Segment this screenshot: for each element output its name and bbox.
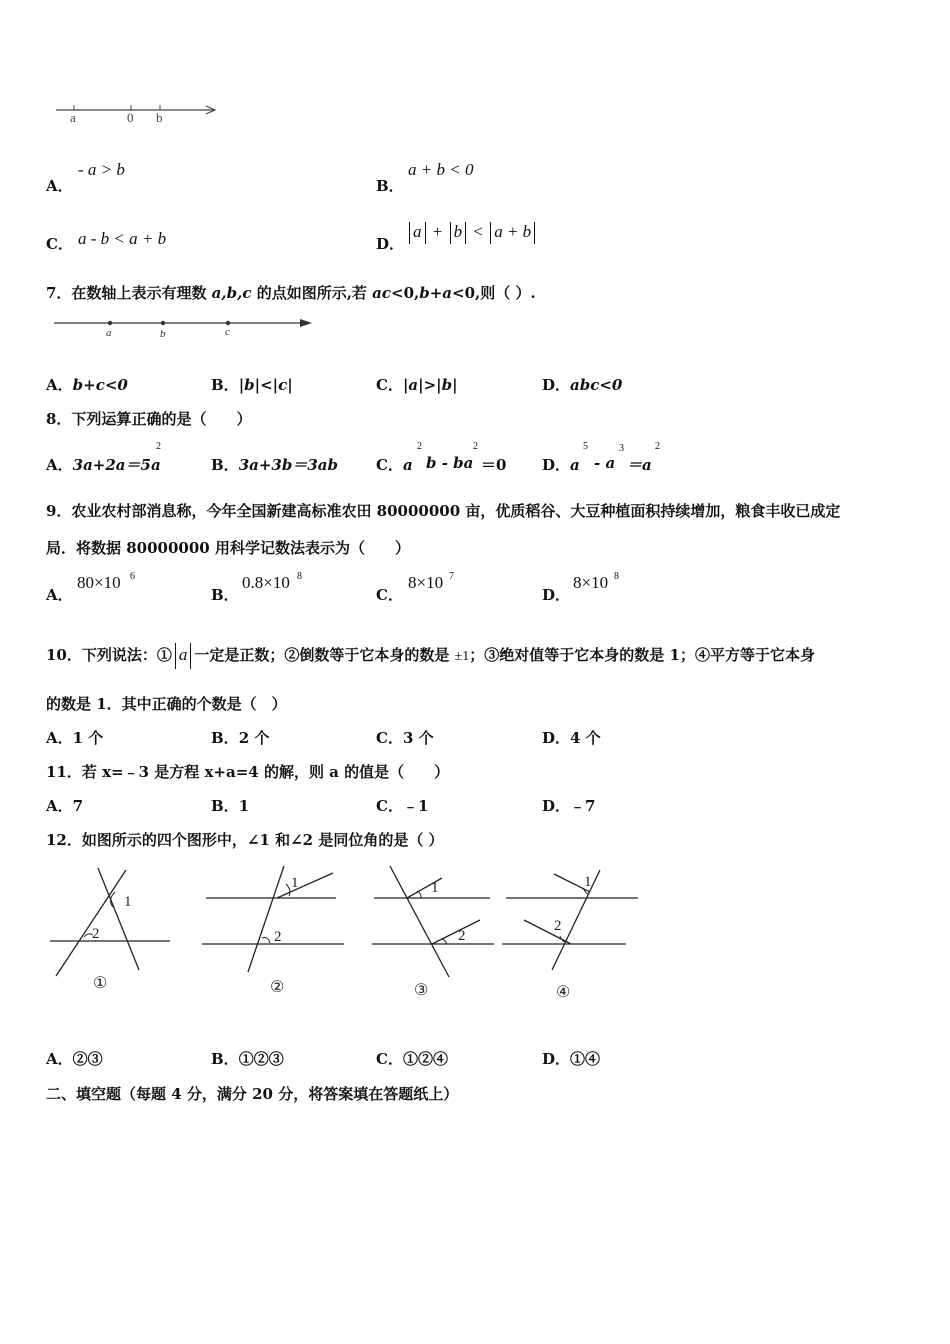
q12-fig1-angle1: 1 [124,894,132,910]
q7-option-d[interactable]: D．abc<0 [542,376,623,394]
q10-option-a[interactable]: A．1 个 [46,729,104,747]
q6-option-b[interactable] [376,175,404,196]
q6-option-d-expr [406,222,538,244]
q10-option-b[interactable]: B．2 个 [211,729,270,747]
q10-option-d[interactable]: D．4 个 [542,729,601,747]
q12-fig3-label: ③ [414,982,429,999]
q12-option-d[interactable]: D．①④ [542,1050,601,1068]
q9-option-c[interactable]: C． [376,586,403,604]
q12-option-c[interactable]: C．①②④ [376,1050,448,1068]
q8-d-sup3: 2 [655,441,660,452]
q8-d-part3: ＝a [627,456,652,474]
q7-nl-label-b: b [160,328,166,340]
q12-fig4-angle1: 1 [584,874,592,890]
q7-stem: 7．在数轴上表示有理数 a,b,c 的点如图所示,若 ac<0,b+a<0,则（ ）. [46,284,536,302]
q6-d-b: b [453,222,463,241]
q9-option-d[interactable]: D． [542,586,571,604]
q9-c-exp: 7 [449,571,454,582]
q12-figure-3 [370,862,500,1007]
q12-stem: 12．如图所示的四个图形中，∠1 和∠2 是同位角的是（ ） [46,831,444,849]
q9-stem-line2: 局．将数据 80000000 用科学记数法表示为（ ） [46,539,410,557]
q6-nl-label-zero: 0 [127,110,134,125]
q11-option-c[interactable]: C．﹣1 [376,797,429,815]
q8-d-sup2: 3 [619,443,624,454]
q12-fig4-angle2: 2 [554,918,562,934]
q8-c-part3: ＝0 [481,456,507,474]
q12-option-a[interactable]: A．②③ [46,1050,103,1068]
q12-fig1-label: ① [93,975,108,992]
q12-fig3-angle1: 1 [431,880,439,896]
q11-stem: 11．若 x=﹣3 是方程 x+a=4 的解，则 a 的值是（ ） [46,763,450,781]
q6-d-lt: < [473,222,483,241]
q6-option-d-letter: D． [376,235,405,253]
q9-b-exp: 8 [297,571,302,582]
q9-stem-line1: 9．农业农村部消息称，今年全国新建高标准农田 80000000 亩，优质稻谷、大豆种植面积持续增加，粮食丰收已成定 [46,502,841,520]
q9-c-expr: 8×10 [408,573,444,592]
q6-option-a-letter: A． [46,177,73,195]
q8-stem: 8．下列运算正确的是（ ） [46,410,252,428]
q12-fig3-angle2: 2 [458,928,466,944]
q9-d-exp: 8 [614,571,619,582]
q11-option-a[interactable]: A．7 [46,797,84,815]
q8-option-c[interactable]: C．a [376,456,413,474]
q9-option-a[interactable]: A． [46,586,73,604]
q12-figure-2 [200,862,350,1002]
q8-d-part2: - a [594,454,616,472]
q6-option-d[interactable] [376,233,404,254]
section2-heading: 二、填空题（每题 4 分，满分 20 分，将答案填在答题纸上） [46,1085,459,1103]
q9-b-expr: 0.8×10 [242,573,290,592]
q8-option-a[interactable]: A．3a+2a＝5a [46,456,161,474]
q9-d-expr: 8×10 [573,573,609,592]
q8-a-sup: 2 [156,441,161,452]
q12-fig1-angle2: 2 [92,926,100,942]
q12-fig2-angle1: 1 [291,875,299,891]
q8-c-sup1: 2 [417,441,422,452]
q11-option-d[interactable]: D．﹣7 [542,797,596,815]
q6-option-b-letter: B． [376,177,404,195]
q12-figure-4 [500,862,640,1007]
q6-option-c-letter: C． [46,235,73,253]
q8-c-sup2: 2 [473,441,478,452]
q10-stem-line1: 10．下列说法：① a 一定是正数；②倒数等于它本身的数是 ±1；③绝对值等于它本身的数是 1；④平方等于它本身 [46,643,815,669]
q7-option-c[interactable]: C．|a|>|b| [376,376,458,394]
q12-fig2-label: ② [270,979,285,996]
q7-number-line [50,312,320,340]
q8-option-b[interactable]: B．3a+3b＝3ab [211,456,338,474]
q7-nl-label-c: c [225,326,230,338]
q9-a-expr: 80×10 [77,573,121,592]
q12-option-b[interactable]: B．①②③ [211,1050,284,1068]
q6-nl-label-a: a [70,110,76,125]
q6-nl-label-b: b [156,110,163,125]
q8-c-part2: b - ba [426,454,474,472]
q6-option-b-expr: a + b < 0 [408,160,474,179]
q8-d-sup1: 5 [583,441,588,452]
q7-nl-label-a: a [106,327,112,339]
q12-fig2-angle2: 2 [274,929,282,945]
q6-option-a[interactable] [46,175,73,196]
q11-option-b[interactable]: B．1 [211,797,250,815]
q6-d-a: a [413,222,422,241]
q12-fig4-label: ④ [556,984,571,1001]
q6-number-line [52,98,222,128]
q9-a-exp: 6 [130,571,135,582]
q6-option-a-expr: - a > b [78,160,125,179]
q6-option-c[interactable] [46,233,73,254]
q6-d-plus: + [432,222,443,241]
q9-option-b[interactable]: B． [211,586,239,604]
q6-option-c-expr: a - b < a + b [78,229,167,248]
q8-option-d[interactable]: D．a [542,456,580,474]
q6-d-apb: a + b [494,222,532,241]
q7-option-a[interactable]: A．b+c<0 [46,376,128,394]
q12-figure-1 [46,862,176,1002]
q10-stem-line2: 的数是 1．其中正确的个数是（ ） [46,695,287,713]
q10-option-c[interactable]: C．3 个 [376,729,434,747]
q7-option-b[interactable]: B．|b|<|c| [211,376,293,394]
